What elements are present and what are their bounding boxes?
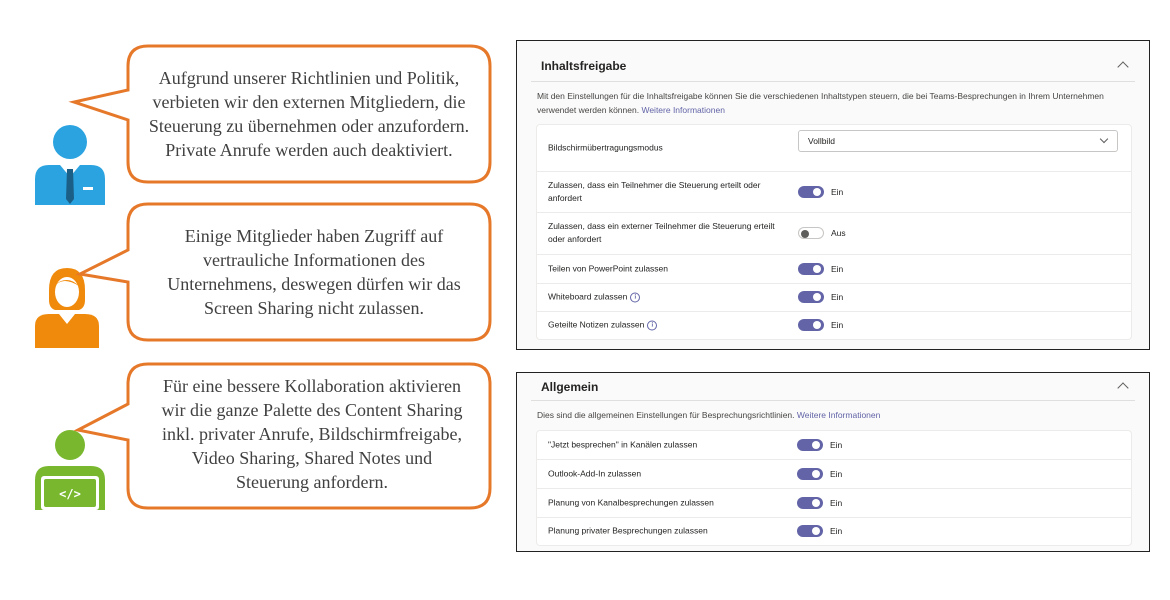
setting-row	[537, 311, 1131, 339]
collapse-chevron-icon[interactable]	[1117, 382, 1128, 393]
divider	[531, 81, 1135, 82]
collapse-chevron-icon[interactable]	[1117, 61, 1128, 72]
setting-label: Planung von Kanalbesprechungen zulassen	[548, 497, 714, 507]
setting-toggle[interactable]	[797, 439, 823, 451]
svg-text:</>: </>	[59, 487, 81, 501]
toggle-state: Aus	[831, 228, 846, 238]
learn-more-link[interactable]: Weitere Informationen	[796, 410, 881, 420]
general-description	[537, 408, 1109, 422]
general-settings	[537, 431, 1131, 545]
toggle-state: Ein	[830, 497, 843, 508]
general-description-text: Dies sind die allgemeinen Einstellungen für Besprechungsrichtlinien.	[537, 410, 795, 420]
toggle-state: Ein	[830, 468, 843, 479]
toggle-knob	[812, 470, 820, 478]
divider	[531, 400, 1135, 401]
setting-label: Whiteboard zulassen	[548, 291, 628, 302]
speech-bubble-3	[60, 358, 500, 516]
setting-label: Geteilte Notizen zulassen	[548, 319, 645, 330]
toggle-state: Ein	[830, 440, 843, 450]
content-sharing-description	[537, 89, 1109, 117]
setting-label: Teilen von PowerPoint zulassen	[548, 263, 669, 273]
setting-row	[537, 283, 1131, 312]
setting-toggle[interactable]	[798, 319, 824, 331]
general-panel	[516, 372, 1150, 552]
setting-toggle[interactable]	[797, 497, 823, 509]
screen-mode-label: Bildschirmübertragungsmodus	[548, 142, 663, 153]
content-sharing-title: Inhaltsfreigabe	[541, 59, 627, 73]
speech-bubble-1-text: Aufgrund unserer Richtlinien und Politik, verbieten wir den externen Mitgliedern, die Steuerung zu übernehmen oder anzufordern. Private Anrufe werden auch deaktiviert.	[148, 68, 470, 160]
setting-row	[537, 431, 1131, 460]
toggle-knob	[801, 230, 809, 238]
toggle-knob	[813, 265, 821, 273]
setting-label-container	[548, 319, 788, 332]
toggle-knob	[813, 321, 821, 329]
toggle-knob	[812, 527, 820, 535]
setting-label: Outlook-Add-In zulassen	[548, 468, 642, 478]
toggle-knob	[813, 293, 821, 301]
content-sharing-header[interactable]	[517, 41, 1149, 81]
setting-row	[537, 212, 1131, 255]
info-icon[interactable]: i	[647, 320, 657, 330]
toggle-state: Ein	[830, 526, 843, 536]
content-sharing-description-text: Mit den Einstellungen für die Inhaltsfreigabe können Sie die verschiedenen Inhaltstypen steuern, die bei Teams-Besprechungen in Ihrem Unternehmen verwendet werden können.	[537, 91, 1104, 115]
screen-mode-row	[537, 125, 1131, 172]
setting-label: Zulassen, dass ein Teilnehmer die Steuerung erteilt oder anfordert	[548, 179, 761, 203]
info-icon[interactable]: i	[630, 292, 640, 302]
toggle-state: Ein	[831, 320, 844, 330]
setting-row	[537, 459, 1131, 489]
learn-more-link[interactable]: Weitere Informationen	[641, 105, 725, 115]
chevron-down-icon	[1100, 135, 1108, 143]
speech-bubble-2-text: Einige Mitglieder haben Zugriff auf vertrauliche Informationen des Unternehmens, deswegen dürfen wir das Screen Sharing nicht zulassen.	[167, 226, 461, 318]
speech-bubble-3-text: Für eine bessere Kollaboration aktivieren wir die ganze Palette des Content Sharing inkl. privater Anrufe, Bildschirmfreigabe, Video Sharing, Shared Notes und Steuerung anfordern.	[161, 376, 463, 492]
setting-label: "Jetzt besprechen" in Kanälen zulassen	[548, 439, 698, 450]
setting-toggle[interactable]	[798, 291, 824, 303]
setting-toggle[interactable]	[798, 186, 824, 198]
content-sharing-settings	[537, 125, 1131, 339]
speech-bubble-1	[60, 40, 500, 190]
setting-label: Zulassen, dass ein externer Teilnehmer die Steuerung erteilt oder anfordert	[548, 221, 775, 244]
toggle-knob	[812, 499, 820, 507]
setting-row	[537, 488, 1131, 518]
toggle-state: Ein	[831, 186, 844, 197]
setting-toggle[interactable]	[798, 263, 824, 275]
setting-row	[537, 517, 1131, 545]
toggle-state: Ein	[831, 263, 844, 274]
setting-toggle[interactable]	[797, 468, 823, 480]
general-title: Allgemein	[541, 380, 599, 394]
toggle-knob	[812, 441, 820, 449]
toggle-state: Ein	[831, 292, 844, 302]
setting-label-container	[548, 291, 788, 304]
general-header[interactable]	[517, 373, 1149, 403]
setting-row	[537, 171, 1131, 213]
setting-toggle[interactable]	[797, 525, 823, 537]
screen-mode-dropdown[interactable]	[798, 130, 1118, 152]
screen-mode-value: Vollbild	[808, 136, 835, 146]
content-sharing-panel	[516, 40, 1150, 350]
setting-toggle[interactable]	[798, 227, 824, 239]
setting-row	[537, 254, 1131, 284]
setting-label: Planung privater Besprechungen zulassen	[548, 525, 708, 536]
toggle-knob	[813, 188, 821, 196]
speech-bubble-2	[60, 198, 500, 348]
